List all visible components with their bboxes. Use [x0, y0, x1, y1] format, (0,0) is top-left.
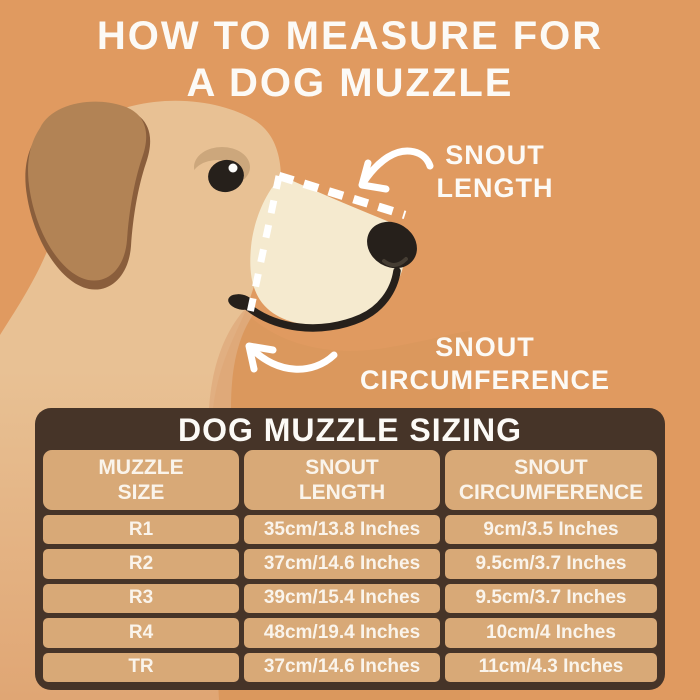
page-title: [0, 13, 700, 107]
table-cell-length-r3: 39cm/15.4 Inches: [244, 584, 440, 613]
header-snout-circumference: SNOUT CIRCUMFERENCE: [445, 450, 657, 510]
table-cell-circ-r4: 10cm/4 Inches: [445, 618, 657, 647]
table-title: DOG MUZZLE SIZING: [177, 412, 523, 448]
snout-length-label: SNOUT LENGTH: [436, 140, 554, 203]
table-cell-size-tr: TR: [43, 653, 239, 682]
header-muzzle-size: MUZZLE SIZE: [43, 450, 239, 510]
table-cell-size-r2: R2: [43, 549, 239, 578]
page-title-line1: HOW TO MEASURE FOR: [96, 14, 604, 58]
header-snout-length: SNOUT LENGTH: [244, 450, 440, 510]
table-cell-length-r4: 48cm/19.4 Inches: [244, 618, 440, 647]
table-grid: [43, 450, 657, 682]
table-cell-length-r2: 37cm/14.6 Inches: [244, 549, 440, 578]
table-cell-size-r1: R1: [43, 515, 239, 544]
snout-circumference-label: SNOUT CIRCUMFERENCE: [359, 332, 610, 395]
page-title-line2: A DOG MUZZLE: [186, 61, 514, 105]
table-cell-size-r4: R4: [43, 618, 239, 647]
table-cell-circ-r2: 9.5cm/3.7 Inches: [445, 549, 657, 578]
sizing-table: [35, 408, 665, 690]
table-cell-circ-r1: 9cm/3.5 Inches: [445, 515, 657, 544]
dog-eye-highlight: [229, 164, 238, 173]
table-cell-size-r3: R3: [43, 584, 239, 613]
table-cell-length-r1: 35cm/13.8 Inches: [244, 515, 440, 544]
table-cell-length-tr: 37cm/14.6 Inches: [244, 653, 440, 682]
table-cell-circ-r3: 9.5cm/3.7 Inches: [445, 584, 657, 613]
table-cell-circ-tr: 11cm/4.3 Inches: [445, 653, 657, 682]
